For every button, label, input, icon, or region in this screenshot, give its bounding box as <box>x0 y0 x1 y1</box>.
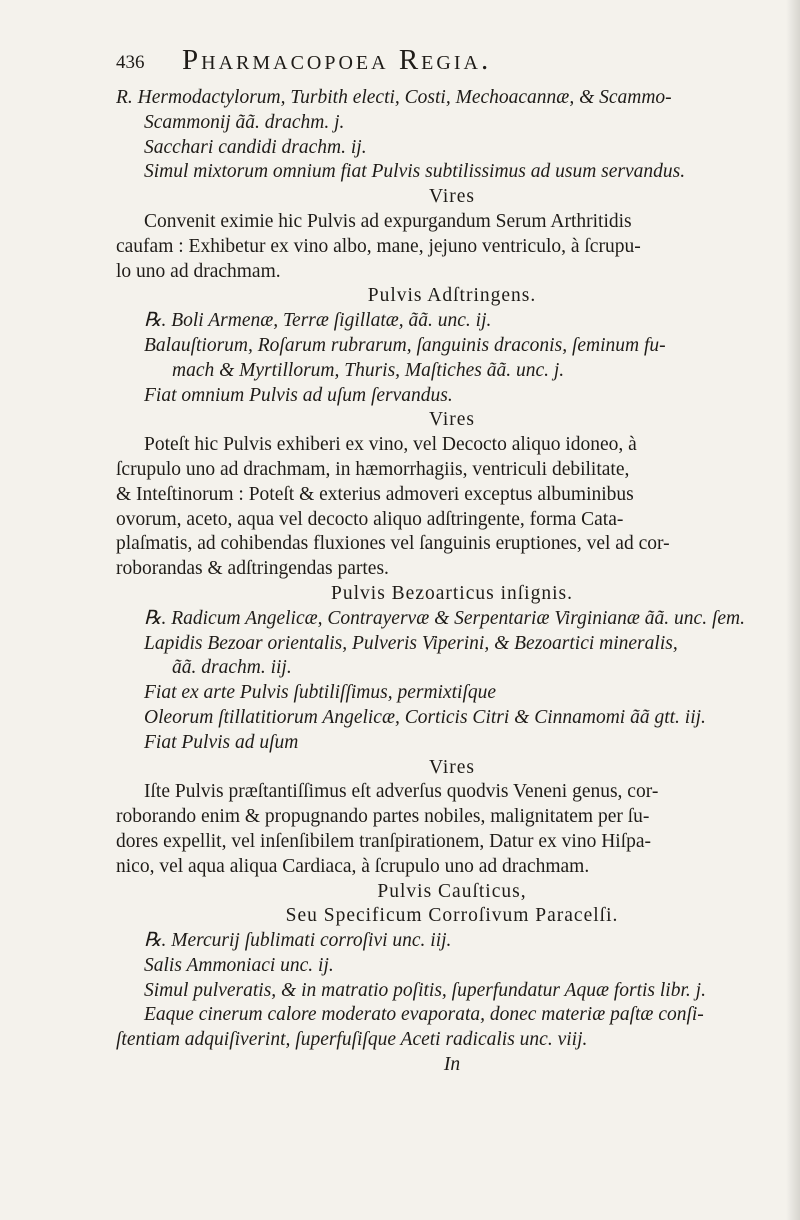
text-line: roborandas & adſtringendas partes. <box>116 558 389 580</box>
text-line: Balauſtiorum, Roſarum rubrarum, ſanguinis draconis, ſeminum fu- <box>144 334 666 356</box>
text-line: Vires <box>428 409 476 431</box>
text-line: Fiat Pulvis ad uſum <box>144 731 299 753</box>
text-line: Simul mixtorum omnium fiat Pulvis subtilissimus ad usum servandus. <box>144 161 686 183</box>
text-line: Sacchari candidi drachm. ij. <box>144 136 367 158</box>
text-line: Lapidis Bezoar orientalis, Pulveris Viperini, & Bezoartici mineralis, <box>144 632 678 654</box>
running-title: Pharmacopoea Regia. <box>182 44 492 76</box>
text-line: ãã. drachm. iij. <box>172 657 292 679</box>
text-line: dores expellit, vel inſenſibilem tranſpirationem, Datur ex vino Hiſpa- <box>116 830 652 852</box>
text-line: nico, vel aqua aliqua Cardiaca, à ſcrupulo uno ad drachmam. <box>116 855 590 877</box>
text-line: ovorum, aceto, aqua vel decocto aliquo adſtringente, forma Cata- <box>116 508 624 530</box>
text-line: Fiat omnium Pulvis ad uſum ſervandus. <box>144 384 453 406</box>
text-line: ſtentiam adquiſiverint, ſuperfuſiſque Aceti radicalis unc. viij. <box>116 1029 588 1051</box>
text-line: Salis Ammoniaci unc. ij. <box>144 954 334 976</box>
text-line: roborando enim & propugnando partes nobiles, malignitatem per ſu- <box>116 806 650 828</box>
page-number: 436 <box>116 52 145 73</box>
text-line: Vires <box>428 186 476 208</box>
text-line: Scammonij ãã. drachm. j. <box>144 111 345 133</box>
text-line: plaſmatis, ad cohibendas fluxiones vel ſanguinis eruptiones, vel ad cor- <box>116 533 670 555</box>
text-line: Convenit eximie hic Pulvis ad expurgandum Serum Arthritidis <box>144 210 632 232</box>
text-line: Seu Specificum Corroſivum Paracelſi. <box>285 905 619 927</box>
text-line: lo uno ad drachmam. <box>116 260 281 282</box>
text-line: In <box>443 1054 461 1076</box>
page-header <box>116 44 756 84</box>
body-text <box>116 86 788 1078</box>
text-line: ℞. Mercurij ſublimati corroſivi unc. iij. <box>144 930 452 952</box>
text-line: Pulvis Cauſticus, <box>377 880 527 902</box>
text-line: caufam : Exhibetur ex vino albo, mane, jejuno ventriculo, à ſcrupu- <box>116 235 641 257</box>
text-line: Fiat ex arte Pulvis ſubtiliſſimus, permixtiſque <box>144 682 497 704</box>
text-line: Vires <box>428 756 476 778</box>
text-line: Iſte Pulvis præſtantiſſimus eſt adverſus quodvis Veneni genus, cor- <box>144 781 659 803</box>
text-line: ℞. Boli Armenæ, Terræ ſigillatæ, ãã. unc. ij. <box>144 310 492 332</box>
text-line: Pulvis Adſtringens. <box>367 285 537 307</box>
text-line: R. Hermodactylorum, Turbith electi, Costi, Mechoacannæ, & Scammo- <box>116 87 672 108</box>
text-line: Simul pulveratis, & in matratio poſitis, ſuperfundatur Aquæ fortis libr. j. <box>144 979 706 1001</box>
page-edge-shadow <box>786 0 800 1220</box>
text-line: Poteſt hic Pulvis exhiberi ex vino, vel Decocto aliquo idoneo, à <box>144 434 637 456</box>
text-line: Pulvis Bezoarticus inſignis. <box>331 582 573 604</box>
text-line: ℞. Radicum Angelicæ, Contrayervæ & Serpentariæ Virginianæ ãã. unc. ſem. <box>144 607 745 629</box>
text-line: ſcrupulo uno ad drachmam, in hæmorrhagiis, ventriculi debilitate, <box>116 458 630 480</box>
text-line: mach & Myrtillorum, Thuris, Maſtiches ãã. unc. j. <box>172 359 565 381</box>
text-line: Eaque cinerum calore moderato evaporata, donec materiæ paſtæ conſi- <box>144 1004 704 1026</box>
text-line: & Inteſtinorum : Poteſt & exterius admoveri exceptus albuminibus <box>116 483 634 505</box>
text-line: Oleorum ſtillatitiorum Angelicæ, Corticis Citri & Cinnamomi ãã gtt. iij. <box>144 706 706 728</box>
